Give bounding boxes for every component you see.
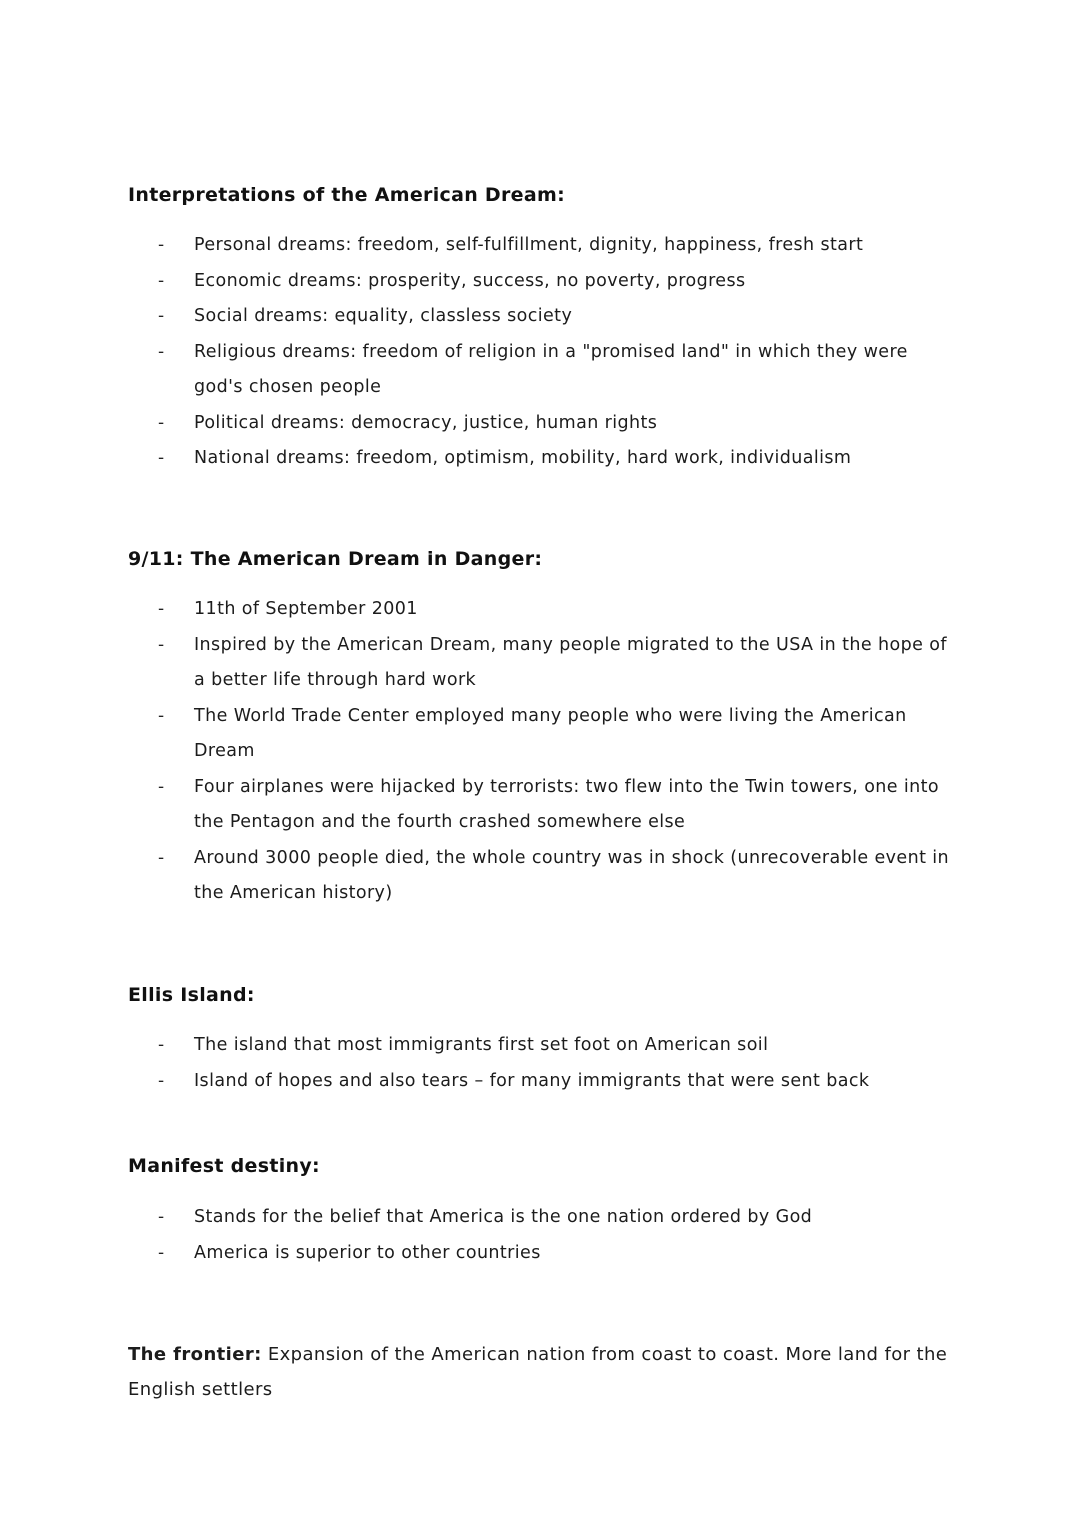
manifest-destiny-list [0, 1200, 1080, 1271]
bullet: - [158, 341, 165, 362]
american-dream-list [0, 228, 1080, 477]
bullet: - [158, 412, 165, 433]
bullet: - [158, 1242, 165, 1263]
list-item: - Personal dreams: freedom, self-fulfillment, dignity, happiness, fresh start [0, 228, 1080, 264]
list-item: - The island that most immigrants first set foot on American soil [0, 1028, 1080, 1064]
bullet: - [158, 270, 165, 291]
list-item: - National dreams: freedom, optimism, mobility, hard work, individualism [0, 441, 1080, 477]
bullet: - [158, 634, 165, 655]
bullet: - [158, 1035, 165, 1055]
section-heading-9-11: 9/11: The American Dream in Danger: [128, 548, 543, 570]
frontier-text: Expansion of the American nation from coast to coast. More land for the English settlers [128, 1344, 948, 1400]
list-item: - Economic dreams: prosperity, success, no poverty, progress [0, 264, 1080, 300]
bullet: - [158, 599, 165, 619]
list-item: - Inspired by the American Dream, many people migrated to the USA in the hope of a better life through hard work [0, 628, 1080, 699]
ellis-island-list [0, 1028, 1080, 1099]
list-item: - Social dreams: equality, classless society [0, 299, 1080, 335]
bullet: - [158, 448, 165, 468]
frontier-term: The frontier: [128, 1344, 262, 1365]
bullet: - [158, 705, 165, 726]
bullet: - [158, 847, 165, 868]
list-item: - America is superior to other countries [0, 1236, 1080, 1272]
bullet: - [158, 1207, 165, 1227]
frontier-paragraph [128, 1337, 958, 1407]
list-item: - 11th of September 2001 [0, 592, 1080, 628]
list-item: - Four airplanes were hijacked by terrorists: two flew into the Twin towers, one into the Pentagon and the fourth crashed somewhere else [0, 770, 1080, 841]
section-heading-manifest-destiny: Manifest destiny: [128, 1155, 320, 1177]
bullet: - [158, 306, 165, 326]
list-item: - Religious dreams: freedom of religion in a "promised land" in which they were god's chosen people [0, 335, 1080, 406]
list-item: - Political dreams: democracy, justice, human rights [0, 406, 1080, 442]
bullet: - [158, 776, 165, 797]
bullet: - [158, 1070, 165, 1091]
section-heading-ellis-island: Ellis Island: [128, 984, 255, 1006]
list-item: - The World Trade Center employed many people who were living the American Dream [0, 699, 1080, 770]
bullet: - [158, 235, 165, 255]
section-heading-american-dream: Interpretations of the American Dream: [128, 184, 565, 206]
list-item: - Around 3000 people died, the whole country was in shock (unrecoverable event in the American history) [0, 841, 1080, 912]
list-item: - Island of hopes and also tears – for many immigrants that were sent back [0, 1064, 1080, 1100]
list-item: - Stands for the belief that America is the one nation ordered by God [0, 1200, 1080, 1236]
nine-eleven-list [0, 592, 1080, 912]
